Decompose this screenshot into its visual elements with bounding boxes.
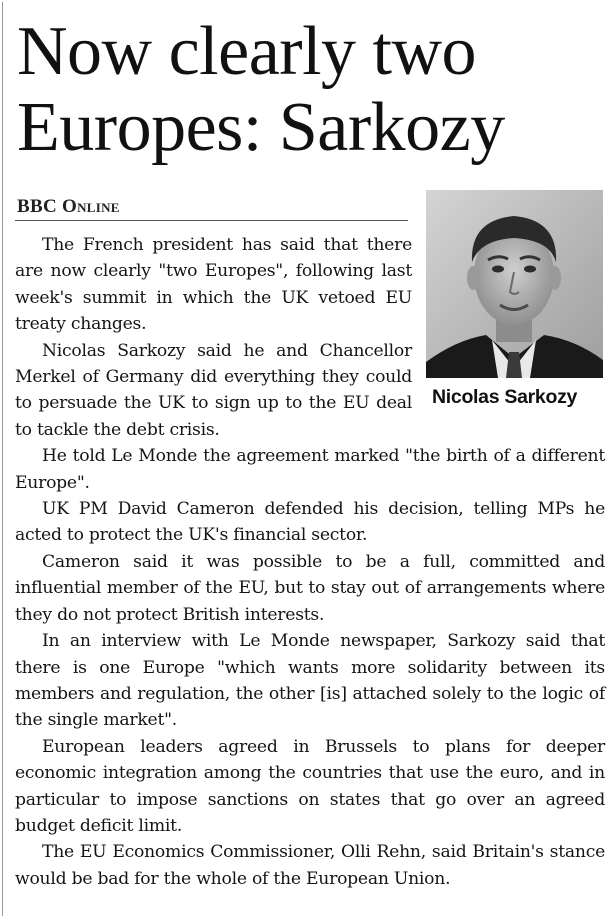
article-paragraph: The EU Economics Commissioner, Olli Rehn, said Britain's stance would be bad for the whole of the European Union.: [15, 842, 605, 889]
article-paragraph: European leaders agreed in Brussels to plans for deeper economic integration among the countries that use the euro, and in particular to impose sanctions on states that go over an agreed budget deficit limit.: [15, 736, 605, 836]
photo-float-spacer: [412, 232, 605, 416]
article-paragraph: UK PM David Cameron defended his decision, telling MPs he acted to protect the UK's financial sector.: [15, 499, 605, 546]
article-headline: Now clearly two Europes: Sarkozy: [17, 13, 505, 166]
column-rule: [2, 2, 3, 916]
article-paragraph: In an interview with Le Monde newspaper, Sarkozy said that there is one Europe "which wants more solidarity between its members and regulation, the other [is] attached solely to the logic of the single market".: [15, 631, 605, 731]
article-paragraph: The French president has said that there are now clearly "two Europes", following last week's summit in which the UK vetoed EU treaty changes.: [15, 235, 412, 335]
article-paragraph: Nicolas Sarkozy said he and Chancellor Merkel of Germany did everything they could to persuade the UK to sign up to the EU deal to tackle the debt crisis.: [15, 340, 412, 440]
article-paragraph: Cameron said it was possible to be a full, committed and influential member of the EU, but to stay out of arrangements where they do not protect British interests.: [15, 551, 605, 625]
photo-caption: Nicolas Sarkozy: [432, 386, 578, 408]
article-paragraph: He told Le Monde the agreement marked "the birth of a different Europe".: [15, 446, 605, 493]
article-body: [15, 232, 605, 892]
article-byline: BBC Online: [17, 196, 120, 217]
byline-divider: [15, 220, 408, 221]
